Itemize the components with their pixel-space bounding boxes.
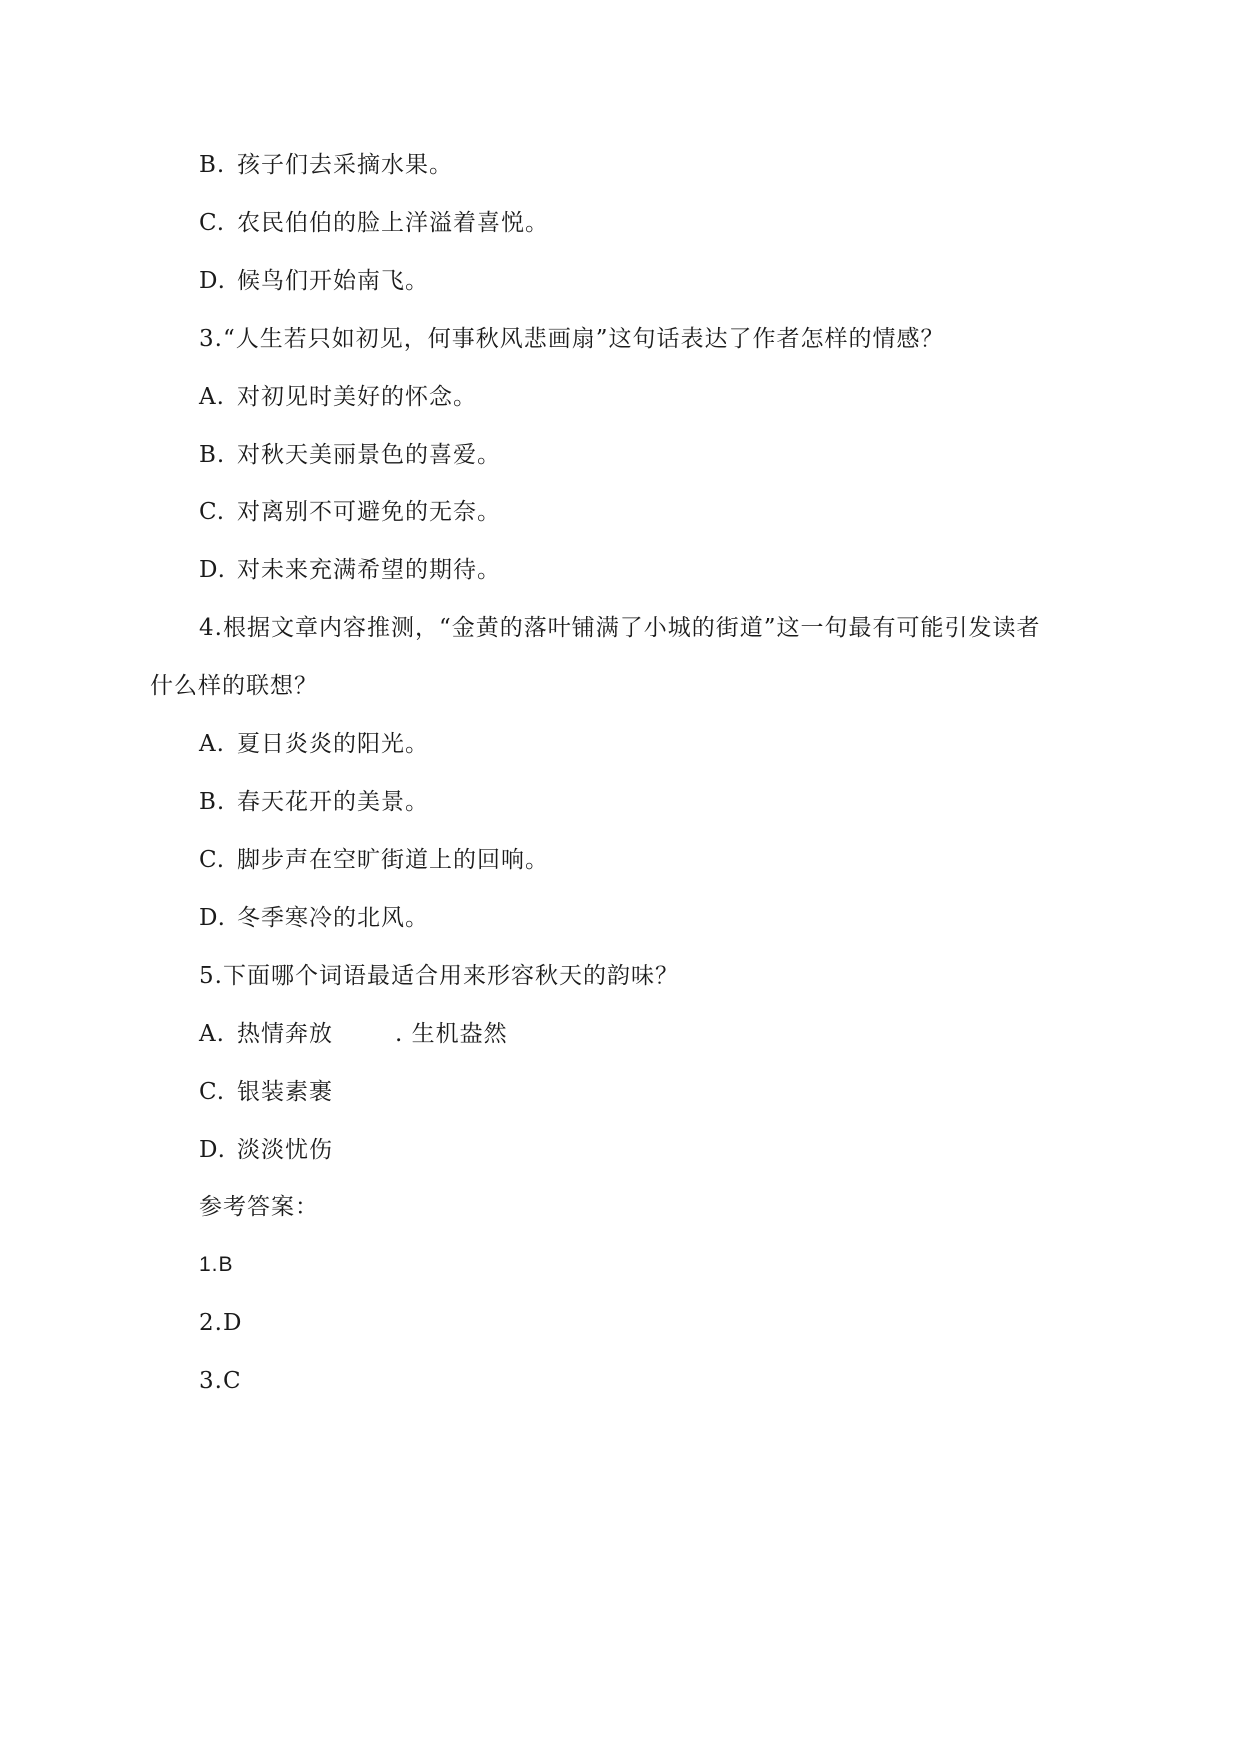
q4-option-a [199,729,429,759]
q2-option-c [199,208,549,238]
option-letter: D. [199,268,226,294]
option-text: 淡淡忧伤 [237,1137,333,1163]
q5-stem: 5.下面哪个词语最适合用来形容秋天的韵味？ [199,963,679,989]
q3-option-c [199,497,501,527]
q3-stem: 3.“人生若只如初见，何事秋风悲画扇”这句话表达了作者怎样的情感？ [199,326,945,352]
q2-option-b [199,150,453,180]
q4-option-c [199,845,549,875]
q3-option-a [199,382,477,412]
q4-stem-line1: 4.根据文章内容推测，“金黄的落叶铺满了小城的街道”这一句最有可能引发读者 [199,615,1041,641]
option-text: 孩子们去采摘水果。 [237,152,453,178]
q2-option-d [199,266,429,296]
answer-item: 1.B [199,1253,234,1276]
option-letter: D. [199,905,226,931]
option-text: 对离别不可避免的无奈。 [237,499,501,525]
option-text: 对秋天美丽景色的喜爱。 [237,442,501,468]
q5-option-d [199,1135,333,1165]
option-text: 冬季寒冷的北风。 [237,905,429,931]
option-letter: D. [199,1137,226,1163]
option-text: 对初见时美好的怀念。 [237,384,477,410]
answer-item: 2.D [199,1310,243,1336]
option-letter: C. [199,1079,226,1105]
option-letter: B. [199,442,226,468]
option-text: 银装素裹 [237,1079,333,1105]
q4-option-d [199,903,429,933]
option-letter: B. [199,789,226,815]
q3-option-b [199,440,501,470]
answer-item: 3.C [199,1368,242,1394]
q3-option-d [199,555,501,585]
option-letter: A. [199,731,225,757]
option-text: 农民伯伯的脸上洋溢着喜悦。 [237,210,549,236]
option-text: . 生机盎然 [395,1021,508,1047]
option-letter: C. [199,847,226,873]
option-letter: C. [199,210,226,236]
option-text: 脚步声在空旷街道上的回响。 [237,847,549,873]
option-text: 春天花开的美景。 [237,789,429,815]
option-text: 热情奔放 [237,1021,333,1047]
option-letter: D. [199,557,226,583]
q4-stem-line2: 什么样的联想？ [150,673,318,699]
q4-option-b [199,787,429,817]
option-letter: C. [199,499,226,525]
option-text: 夏日炎炎的阳光。 [237,731,429,757]
q5-option-a-b [199,1019,508,1049]
option-letter: A. [199,384,225,410]
option-text: 候鸟们开始南飞。 [237,268,429,294]
answers-title: 参考答案： [199,1194,319,1220]
q5-option-c [199,1077,333,1107]
option-letter: A. [199,1021,225,1047]
option-letter: B. [199,152,226,178]
option-text: 对未来充满希望的期待。 [237,557,501,583]
